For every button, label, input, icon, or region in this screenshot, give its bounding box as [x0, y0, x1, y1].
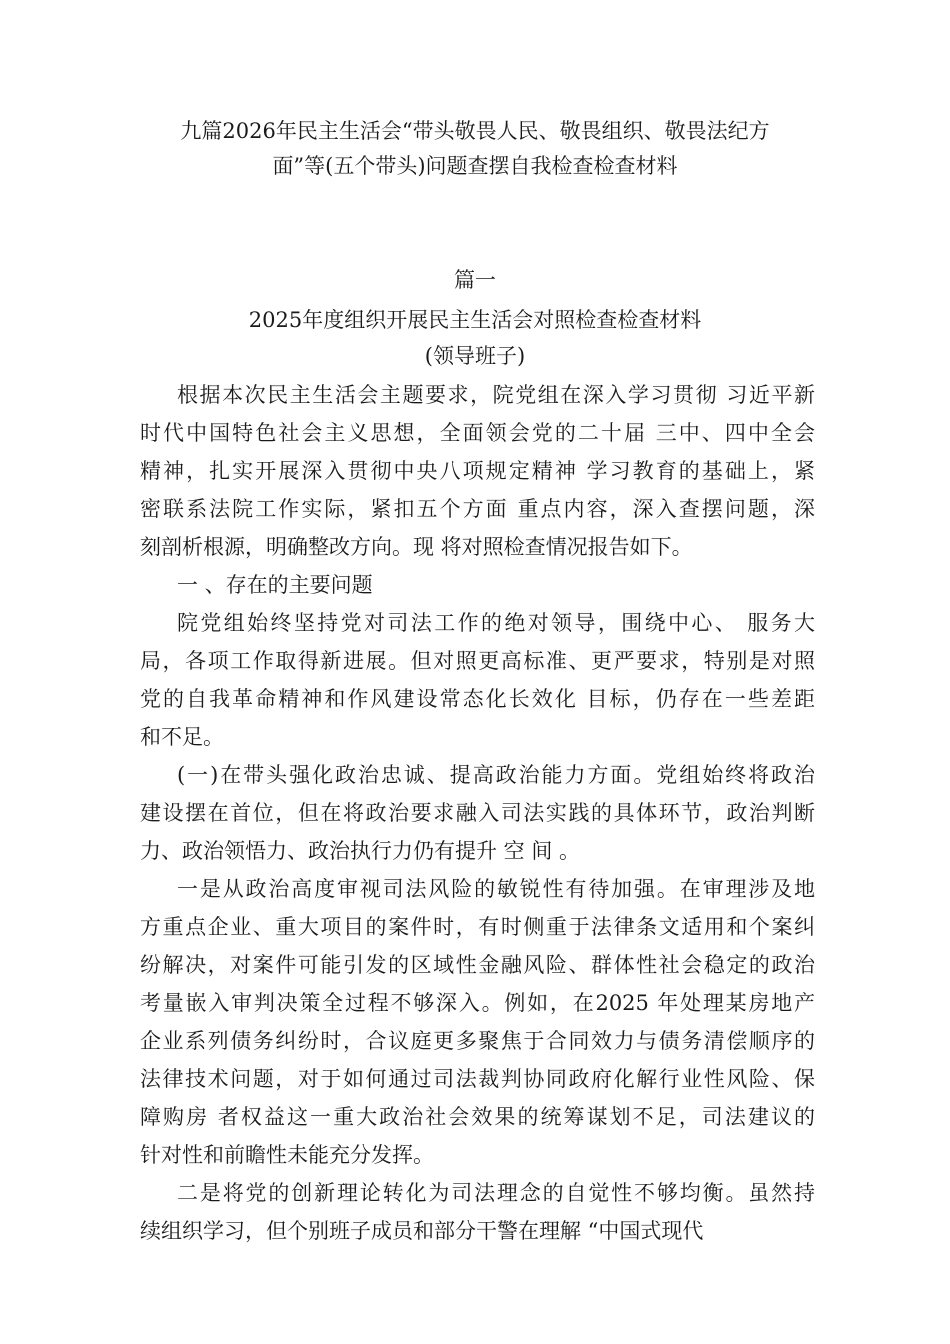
section-subtitle-note: (领导班子): [424, 344, 526, 368]
body-line: 法律技术问题，对于如何通过司法裁判协同政府化解行业性风险、保: [140, 1067, 815, 1091]
body-line: 力、政治领悟力、政治执行力仍有提升 空 间 。: [140, 839, 581, 863]
body-line: 针对性和前瞻性未能充分发挥。: [140, 1143, 434, 1167]
body-line: (一)在带头强化政治忠诚、提高政治能力方面。党组始终将政治: [177, 763, 815, 787]
body-line: 党的自我革命精神和作风建设常态化长效化 目标，仍存在一些差距: [140, 687, 815, 711]
body-line: 方重点企业、重大项目的案件时，有时侧重于法律条文适用和个案纠: [140, 915, 815, 939]
body-line: 时代中国特色社会主义思想，全面领会党的二十届 三中、四中全会: [140, 421, 815, 445]
section-label: 篇一: [454, 268, 496, 292]
section-subtitle: 2025年度组织开展民主生活会对照检查检查材料: [248, 308, 702, 332]
body-line: 二是将党的创新理论转化为司法理念的自觉性不够均衡。虽然持: [177, 1181, 815, 1205]
body-line: 建设摆在首位，但在将政治要求融入司法实践的具体环节，政治判断: [140, 801, 815, 825]
body-line: 和不足。: [140, 725, 224, 749]
body-line: 局，各项工作取得新进展。但对照更高标准、更严要求，特别是对照: [140, 649, 815, 673]
body-line: 根据本次民主生活会主题要求，院党组在深入学习贯彻 习近平新: [177, 383, 815, 407]
body-line: 考量嵌入审判决策全过程不够深入。例如，在2025 年处理某房地产: [140, 991, 815, 1015]
document-title-line-1: 九篇2026年民主生活会“带头敬畏人民、敬畏组织、敬畏法纪方: [180, 119, 770, 143]
body-line: 密联系法院工作实际，紧扣五个方面 重点内容，深入查摆问题，深: [140, 497, 815, 521]
body-line: 纷解决，对案件可能引发的区域性金融风险、群体性社会稳定的政治: [140, 953, 815, 977]
body-line: 企业系列债务纠纷时，合议庭更多聚焦于合同效力与债务清偿顺序的: [140, 1029, 815, 1053]
document-title-line-2: 面”等(五个带头)问题查摆自我检查检查材料: [272, 154, 678, 178]
body-line: 一是从政治高度审视司法风险的敏锐性有待加强。在审理涉及地: [177, 877, 815, 901]
body-line: 一 、存在的主要问题: [177, 573, 373, 597]
body-line: 续组织学习，但个别班子成员和部分干警在理解 “中国式现代: [140, 1219, 704, 1243]
body-line: 障购房 者权益这一重大政治社会效果的统筹谋划不足，司法建议的: [140, 1105, 815, 1129]
body-line: 院党组始终坚持党对司法工作的绝对领导，围绕中心、 服务大: [177, 611, 815, 635]
body-line: 精神，扎实开展深入贯彻中央八项规定精神 学习教育的基础上，紧: [140, 459, 815, 483]
body-line: 刻剖析根源，明确整改方向。现 将对照检查情况报告如下。: [140, 535, 693, 559]
